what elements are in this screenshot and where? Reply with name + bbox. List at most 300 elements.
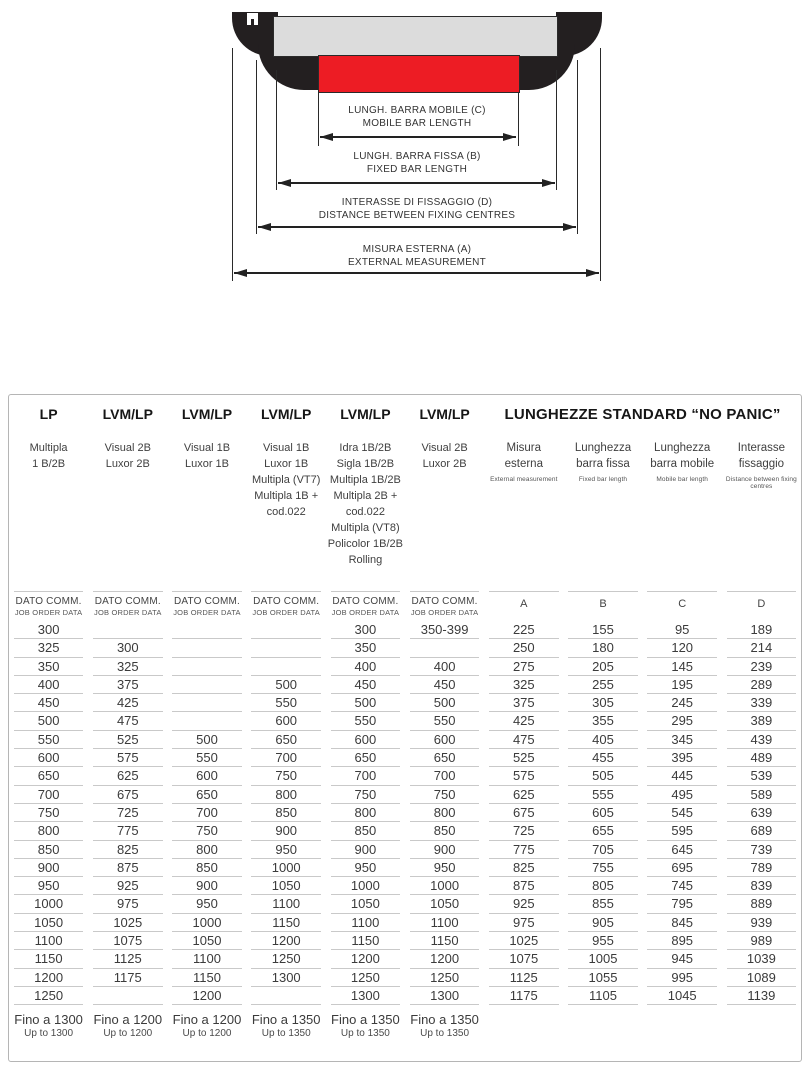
value-cell-r9-c4: 750 [247,767,326,785]
value-cell-r19-c5: 1200 [326,950,405,968]
value-cell-r5-c10: 339 [722,694,801,712]
value-cell-r10-c1: 700 [9,786,88,804]
value-cell-r14-c4: 1000 [247,859,326,877]
value-cell-r16-c7: 925 [484,895,563,913]
value-cell-r7-c10: 439 [722,731,801,749]
value-cell-r8-c7: 525 [484,749,563,767]
model-name: Multipla 1B/2B [329,474,401,486]
job-order-data-label: JOB ORDER DATA [410,608,479,617]
dimension-arrow-a [234,272,599,274]
measure-key-header-a [484,591,563,621]
value-cell-r2-c8: 180 [563,639,642,657]
value-cell-r19-c1: 1150 [9,950,88,968]
value-cell-r7-c5: 600 [326,731,405,749]
measure-label-it: esterna [504,458,543,470]
value-cell-r3-c10: 239 [722,658,801,676]
value-cell-r11-c10: 639 [722,804,801,822]
value-cell-r18-c3: 1050 [167,932,246,950]
measure-key-header-b [563,591,642,621]
value-cell-r20-c1: 1200 [9,969,88,987]
value-cell-r9-c2: 625 [88,767,167,785]
mobile-bar [318,55,520,93]
value-cell-r15-c10: 839 [722,877,801,895]
measure-key-header-c [643,591,722,621]
value-cell-r20-c10: 1089 [722,969,801,987]
value-cell-r9-c6: 700 [405,767,484,785]
value-cell-r9-c7: 575 [484,767,563,785]
measure-header-c [643,431,722,591]
value-cell-r14-c6: 950 [405,859,484,877]
value-cell-r15-c3: 900 [167,877,246,895]
value-cell-r10-c9: 495 [643,786,722,804]
value-cell-r18-c4: 1200 [247,932,326,950]
value-cell-r3-c4 [247,658,326,676]
value-cell-r4-c1: 400 [9,676,88,694]
dimension-label-it: MISURA ESTERNA (A) [362,244,472,255]
value-cell-r21-c2 [88,987,167,1005]
measure-label-en: Fixed bar length [578,476,628,483]
value-cell-r14-c8: 755 [563,859,642,877]
measure-label-it: barra fissa [576,458,630,470]
value-cell-r16-c2: 975 [88,895,167,913]
measure-key-header-d [722,591,801,621]
dimension-label-it: LUNGH. BARRA MOBILE (C) [348,105,486,116]
job-order-data-label: JOB ORDER DATA [252,608,320,617]
value-cell-r21-c7: 1175 [484,987,563,1005]
value-cell-r2-c3 [167,639,246,657]
measure-label-it: Interasse fissaggio [737,442,786,470]
value-cell-r17-c6: 1100 [405,914,484,932]
value-cell-r14-c9: 695 [643,859,722,877]
value-cell-r4-c8: 255 [563,676,642,694]
value-cell-r19-c3: 1100 [167,950,246,968]
value-cell-r6-c6: 550 [405,712,484,730]
value-cell-r11-c2: 725 [88,804,167,822]
value-cell-r8-c4: 700 [247,749,326,767]
model-name: Luxor 1B [184,458,229,470]
range-limit-en: Up to 1350 [340,1028,390,1040]
footer-empty-cell [643,1005,722,1061]
job-order-data-header-3 [167,591,246,621]
value-cell-r7-c7: 475 [484,731,563,749]
model-name: cod.022 [266,506,306,518]
job-order-data-header-5 [326,591,405,621]
measure-key-letter: B [599,598,607,610]
range-limit-it: Fino a 1350 [251,1012,321,1028]
dimension-label-mobile-bar-length [150,104,684,130]
value-cell-r13-c3: 800 [167,841,246,859]
value-cell-r21-c3: 1200 [167,987,246,1005]
value-cell-r11-c5: 800 [326,804,405,822]
value-cell-r7-c9: 345 [643,731,722,749]
value-cell-r17-c4: 1150 [247,914,326,932]
value-cell-r20-c4: 1300 [247,969,326,987]
value-cell-r15-c1: 950 [9,877,88,895]
value-cell-r16-c1: 1000 [9,895,88,913]
product-models-4 [247,431,326,591]
product-code-header-1: LP [39,406,58,422]
value-cell-r16-c6: 1050 [405,895,484,913]
value-cell-r21-c1: 1250 [9,987,88,1005]
range-limit-en: Up to 1350 [261,1028,311,1040]
value-cell-r9-c1: 650 [9,767,88,785]
value-cell-r16-c5: 1050 [326,895,405,913]
model-name: Luxor 2B [422,458,467,470]
value-cell-r15-c4: 1050 [247,877,326,895]
value-cell-r1-c9: 95 [643,621,722,639]
value-cell-r6-c8: 355 [563,712,642,730]
value-cell-r5-c1: 450 [9,694,88,712]
value-cell-r2-c5: 350 [326,639,405,657]
standard-lengths-title: LUNGHEZZE STANDARD “NO PANIC” [504,406,781,423]
value-cell-r9-c9: 445 [643,767,722,785]
dimension-label-en: FIXED BAR LENGTH [366,164,468,175]
model-name: Visual 1B [183,442,231,454]
value-cell-r15-c2: 925 [88,877,167,895]
value-cell-r12-c7: 725 [484,822,563,840]
measure-label-en: Mobile bar length [656,476,708,483]
value-cell-r5-c6: 500 [405,694,484,712]
value-cell-r8-c8: 455 [563,749,642,767]
value-cell-r5-c7: 375 [484,694,563,712]
value-cell-r4-c5: 450 [326,676,405,694]
model-name: Visual 2B [104,442,151,454]
value-cell-r17-c9: 845 [643,914,722,932]
measure-header-b [563,431,642,591]
value-cell-r16-c9: 795 [643,895,722,913]
value-cell-r17-c1: 1050 [9,914,88,932]
job-order-data-label: JOB ORDER DATA [331,608,400,617]
dato-comm-label: DATO COMM. [94,596,161,607]
value-cell-r14-c5: 950 [326,859,405,877]
measure-label-it: barra mobile [650,458,715,470]
value-cell-r2-c2: 300 [88,639,167,657]
value-cell-r5-c2: 425 [88,694,167,712]
measure-label-it: Lunghezza [654,442,711,454]
lock-notch-tick [251,19,254,25]
range-limit-it: Fino a 1200 [172,1012,242,1028]
value-cell-r18-c8: 955 [563,932,642,950]
range-limit-cell-1 [9,1005,88,1061]
value-cell-r21-c4 [247,987,326,1005]
product-models-1 [9,431,88,591]
product-models-2 [88,431,167,591]
dato-comm-label: DATO COMM. [253,596,320,607]
value-cell-r19-c2: 1125 [88,950,167,968]
value-cell-r8-c1: 600 [9,749,88,767]
dato-comm-label: DATO COMM. [15,596,82,607]
model-name: Policolor 1B/2B [327,538,403,550]
product-models-3 [167,431,246,591]
value-cell-r18-c6: 1150 [405,932,484,950]
value-cell-r19-c10: 1039 [722,950,801,968]
value-cell-r12-c9: 595 [643,822,722,840]
model-name: Multipla 1B + [254,490,319,502]
measure-header-a [484,431,563,591]
value-cell-r11-c4: 850 [247,804,326,822]
dimension-label-external-measurement [150,243,684,269]
value-cell-r11-c6: 800 [405,804,484,822]
value-cell-r11-c7: 675 [484,804,563,822]
product-models-5 [326,431,405,591]
product-code-header-4: LVM/LP [261,406,312,422]
dimension-label-en: DISTANCE BETWEEN FIXING CENTRES [318,210,516,221]
value-cell-r4-c10: 289 [722,676,801,694]
value-cell-r10-c6: 750 [405,786,484,804]
job-order-data-label: JOB ORDER DATA [94,608,162,617]
panic-bar-dimension-diagram [0,0,810,300]
value-cell-r4-c2: 375 [88,676,167,694]
product-code-header-3: LVM/LP [181,406,233,422]
model-name: Luxor 1B [264,458,309,470]
product-code-header-5: LVM/LP [340,406,391,422]
measure-label-en: Distance between fixing centres [725,476,797,490]
value-cell-r2-c7: 250 [484,639,563,657]
range-limit-it: Fino a 1350 [331,1012,400,1028]
value-cell-r9-c3: 600 [167,767,246,785]
value-cell-r10-c2: 675 [88,786,167,804]
footer-empty-cell [722,1005,801,1061]
range-limit-en: Up to 1300 [24,1028,74,1040]
value-cell-r3-c6: 400 [405,658,484,676]
value-cell-r13-c4: 950 [247,841,326,859]
value-cell-r17-c5: 1100 [326,914,405,932]
value-cell-r12-c5: 850 [326,822,405,840]
value-cell-r7-c1: 550 [9,731,88,749]
range-limit-en: Up to 1350 [420,1028,470,1040]
value-cell-r8-c3: 550 [167,749,246,767]
dimension-label-en: EXTERNAL MEASUREMENT [348,257,486,268]
value-cell-r2-c1: 325 [9,639,88,657]
range-limit-it: Fino a 1350 [410,1012,479,1028]
value-cell-r5-c4: 550 [247,694,326,712]
value-cell-r11-c8: 605 [563,804,642,822]
dato-comm-label: DATO COMM. [411,596,478,607]
dimension-arrow-b [278,182,555,184]
value-cell-r20-c8: 1055 [563,969,642,987]
range-limit-cell-4 [247,1005,326,1061]
value-cell-r1-c6: 350-399 [405,621,484,639]
value-cell-r11-c1: 750 [9,804,88,822]
value-cell-r8-c5: 650 [326,749,405,767]
dato-comm-label: DATO COMM. [173,596,241,607]
value-cell-r12-c6: 850 [405,822,484,840]
value-cell-r19-c7: 1075 [484,950,563,968]
value-cell-r17-c8: 905 [563,914,642,932]
model-name: Idra 1B/2B [339,442,392,454]
value-cell-r17-c7: 975 [484,914,563,932]
value-cell-r4-c7: 325 [484,676,563,694]
value-cell-r15-c5: 1000 [326,877,405,895]
fixed-bar [273,16,558,57]
value-cell-r20-c7: 1125 [484,969,563,987]
measure-key-letter: A [520,598,528,610]
measure-label-it: Misura [506,442,542,454]
measure-label-en: External measurement [490,476,558,483]
dimension-label-it: INTERASSE DI FISSAGGIO (D) [341,197,493,208]
value-cell-r20-c2: 1175 [88,969,167,987]
range-limit-cell-2 [88,1005,167,1061]
value-cell-r10-c7: 625 [484,786,563,804]
value-cell-r16-c8: 855 [563,895,642,913]
value-cell-r6-c9: 295 [643,712,722,730]
value-cell-r14-c3: 850 [167,859,246,877]
value-cell-r15-c8: 805 [563,877,642,895]
value-cell-r4-c3 [167,676,246,694]
value-cell-r18-c10: 989 [722,932,801,950]
value-cell-r18-c1: 1100 [9,932,88,950]
value-cell-r11-c3: 700 [167,804,246,822]
value-cell-r17-c3: 1000 [167,914,246,932]
value-cell-r13-c7: 775 [484,841,563,859]
value-cell-r8-c6: 650 [405,749,484,767]
value-cell-r9-c10: 539 [722,767,801,785]
model-name: 1 B/2B [32,458,66,470]
value-cell-r9-c8: 505 [563,767,642,785]
value-cell-r5-c9: 245 [643,694,722,712]
model-name: Multipla (VT8) [331,522,400,534]
value-cell-r15-c7: 875 [484,877,563,895]
measure-key-letter: D [757,598,766,610]
range-limit-en: Up to 1200 [103,1028,153,1040]
value-cell-r8-c10: 489 [722,749,801,767]
measure-header-d [722,431,801,591]
job-order-data-header-2 [88,591,167,621]
value-cell-r20-c5: 1250 [326,969,405,987]
value-cell-r18-c2: 1075 [88,932,167,950]
value-cell-r7-c4: 650 [247,731,326,749]
model-name: Sigla 1B/2B [336,458,395,470]
value-cell-r12-c4: 900 [247,822,326,840]
value-cell-r2-c6 [405,639,484,657]
value-cell-r6-c2: 475 [88,712,167,730]
value-cell-r1-c4 [247,621,326,639]
value-cell-r3-c8: 205 [563,658,642,676]
footer-empty-cell [484,1005,563,1061]
value-cell-r21-c9: 1045 [643,987,722,1005]
value-cell-r6-c10: 389 [722,712,801,730]
value-cell-r13-c10: 739 [722,841,801,859]
value-cell-r1-c8: 155 [563,621,642,639]
product-code-header-2: LVM/LP [102,406,153,422]
value-cell-r10-c3: 650 [167,786,246,804]
range-limit-cell-5 [326,1005,405,1061]
value-cell-r3-c3 [167,658,246,676]
value-cell-r18-c7: 1025 [484,932,563,950]
value-cell-r18-c5: 1150 [326,932,405,950]
value-cell-r17-c2: 1025 [88,914,167,932]
value-cell-r11-c9: 545 [643,804,722,822]
value-cell-r5-c8: 305 [563,694,642,712]
value-cell-r12-c1: 800 [9,822,88,840]
value-cell-r6-c5: 550 [326,712,405,730]
value-cell-r1-c7: 225 [484,621,563,639]
value-cell-r16-c3: 950 [167,895,246,913]
value-cell-r13-c2: 825 [88,841,167,859]
value-cell-r2-c10: 214 [722,639,801,657]
product-code-header-6: LVM/LP [419,406,470,422]
value-cell-r8-c2: 575 [88,749,167,767]
model-name: Visual 1B [263,442,310,454]
value-cell-r3-c7: 275 [484,658,563,676]
value-cell-r20-c3: 1150 [167,969,246,987]
standard-lengths-table [8,394,802,1062]
dimension-arrow-c [320,136,516,138]
job-order-data-header-1 [9,591,88,621]
job-order-data-label: JOB ORDER DATA [14,608,83,617]
measure-label-it: Lunghezza [574,442,632,454]
value-cell-r10-c10: 589 [722,786,801,804]
value-cell-r21-c10: 1139 [722,987,801,1005]
value-cell-r14-c2: 875 [88,859,167,877]
value-cell-r1-c10: 189 [722,621,801,639]
value-cell-r12-c3: 750 [167,822,246,840]
value-cell-r8-c9: 395 [643,749,722,767]
value-cell-r19-c6: 1200 [405,950,484,968]
value-cell-r7-c8: 405 [563,731,642,749]
value-cell-r20-c9: 995 [643,969,722,987]
value-cell-r3-c9: 145 [643,658,722,676]
model-name: Rolling [348,554,383,566]
model-name: Luxor 2B [105,458,150,470]
value-cell-r13-c6: 900 [405,841,484,859]
model-name: Multipla (VT7) [251,474,321,486]
range-limit-cell-3 [167,1005,246,1061]
job-order-data-label: JOB ORDER DATA [173,608,241,617]
dimension-label-it: LUNGH. BARRA FISSA (B) [353,151,481,162]
value-cell-r3-c1: 350 [9,658,88,676]
value-cell-r21-c5: 1300 [326,987,405,1005]
range-limit-cell-6 [405,1005,484,1061]
value-cell-r4-c6: 450 [405,676,484,694]
job-order-data-header-4 [247,591,326,621]
value-cell-r5-c3 [167,694,246,712]
range-limit-en: Up to 1200 [182,1028,232,1040]
value-cell-r10-c4: 800 [247,786,326,804]
range-limit-it: Fino a 1300 [14,1012,83,1028]
measure-key-letter: C [678,598,687,610]
value-cell-r1-c3 [167,621,246,639]
value-cell-r13-c1: 850 [9,841,88,859]
value-cell-r13-c9: 645 [643,841,722,859]
value-cell-r7-c6: 600 [405,731,484,749]
value-cell-r16-c4: 1100 [247,895,326,913]
value-cell-r6-c1: 500 [9,712,88,730]
value-cell-r6-c3 [167,712,246,730]
footer-empty-cell [563,1005,642,1061]
value-cell-r7-c3: 500 [167,731,246,749]
dimension-label-en: MOBILE BAR LENGTH [362,118,472,129]
value-cell-r15-c6: 1000 [405,877,484,895]
value-cell-r1-c2 [88,621,167,639]
value-cell-r17-c10: 939 [722,914,801,932]
value-cell-r6-c7: 425 [484,712,563,730]
model-name: Multipla 2B + [333,490,398,502]
value-cell-r13-c5: 900 [326,841,405,859]
value-cell-r14-c1: 900 [9,859,88,877]
dato-comm-label: DATO COMM. [332,596,399,607]
value-cell-r20-c6: 1250 [405,969,484,987]
value-cell-r9-c5: 700 [326,767,405,785]
value-cell-r10-c5: 750 [326,786,405,804]
value-cell-r13-c8: 705 [563,841,642,859]
value-cell-r19-c9: 945 [643,950,722,968]
range-limit-it: Fino a 1200 [93,1012,163,1028]
model-name: Visual 2B [421,442,468,454]
model-name: cod.022 [345,506,385,518]
value-cell-r19-c8: 1005 [563,950,642,968]
value-cell-r2-c4 [247,639,326,657]
